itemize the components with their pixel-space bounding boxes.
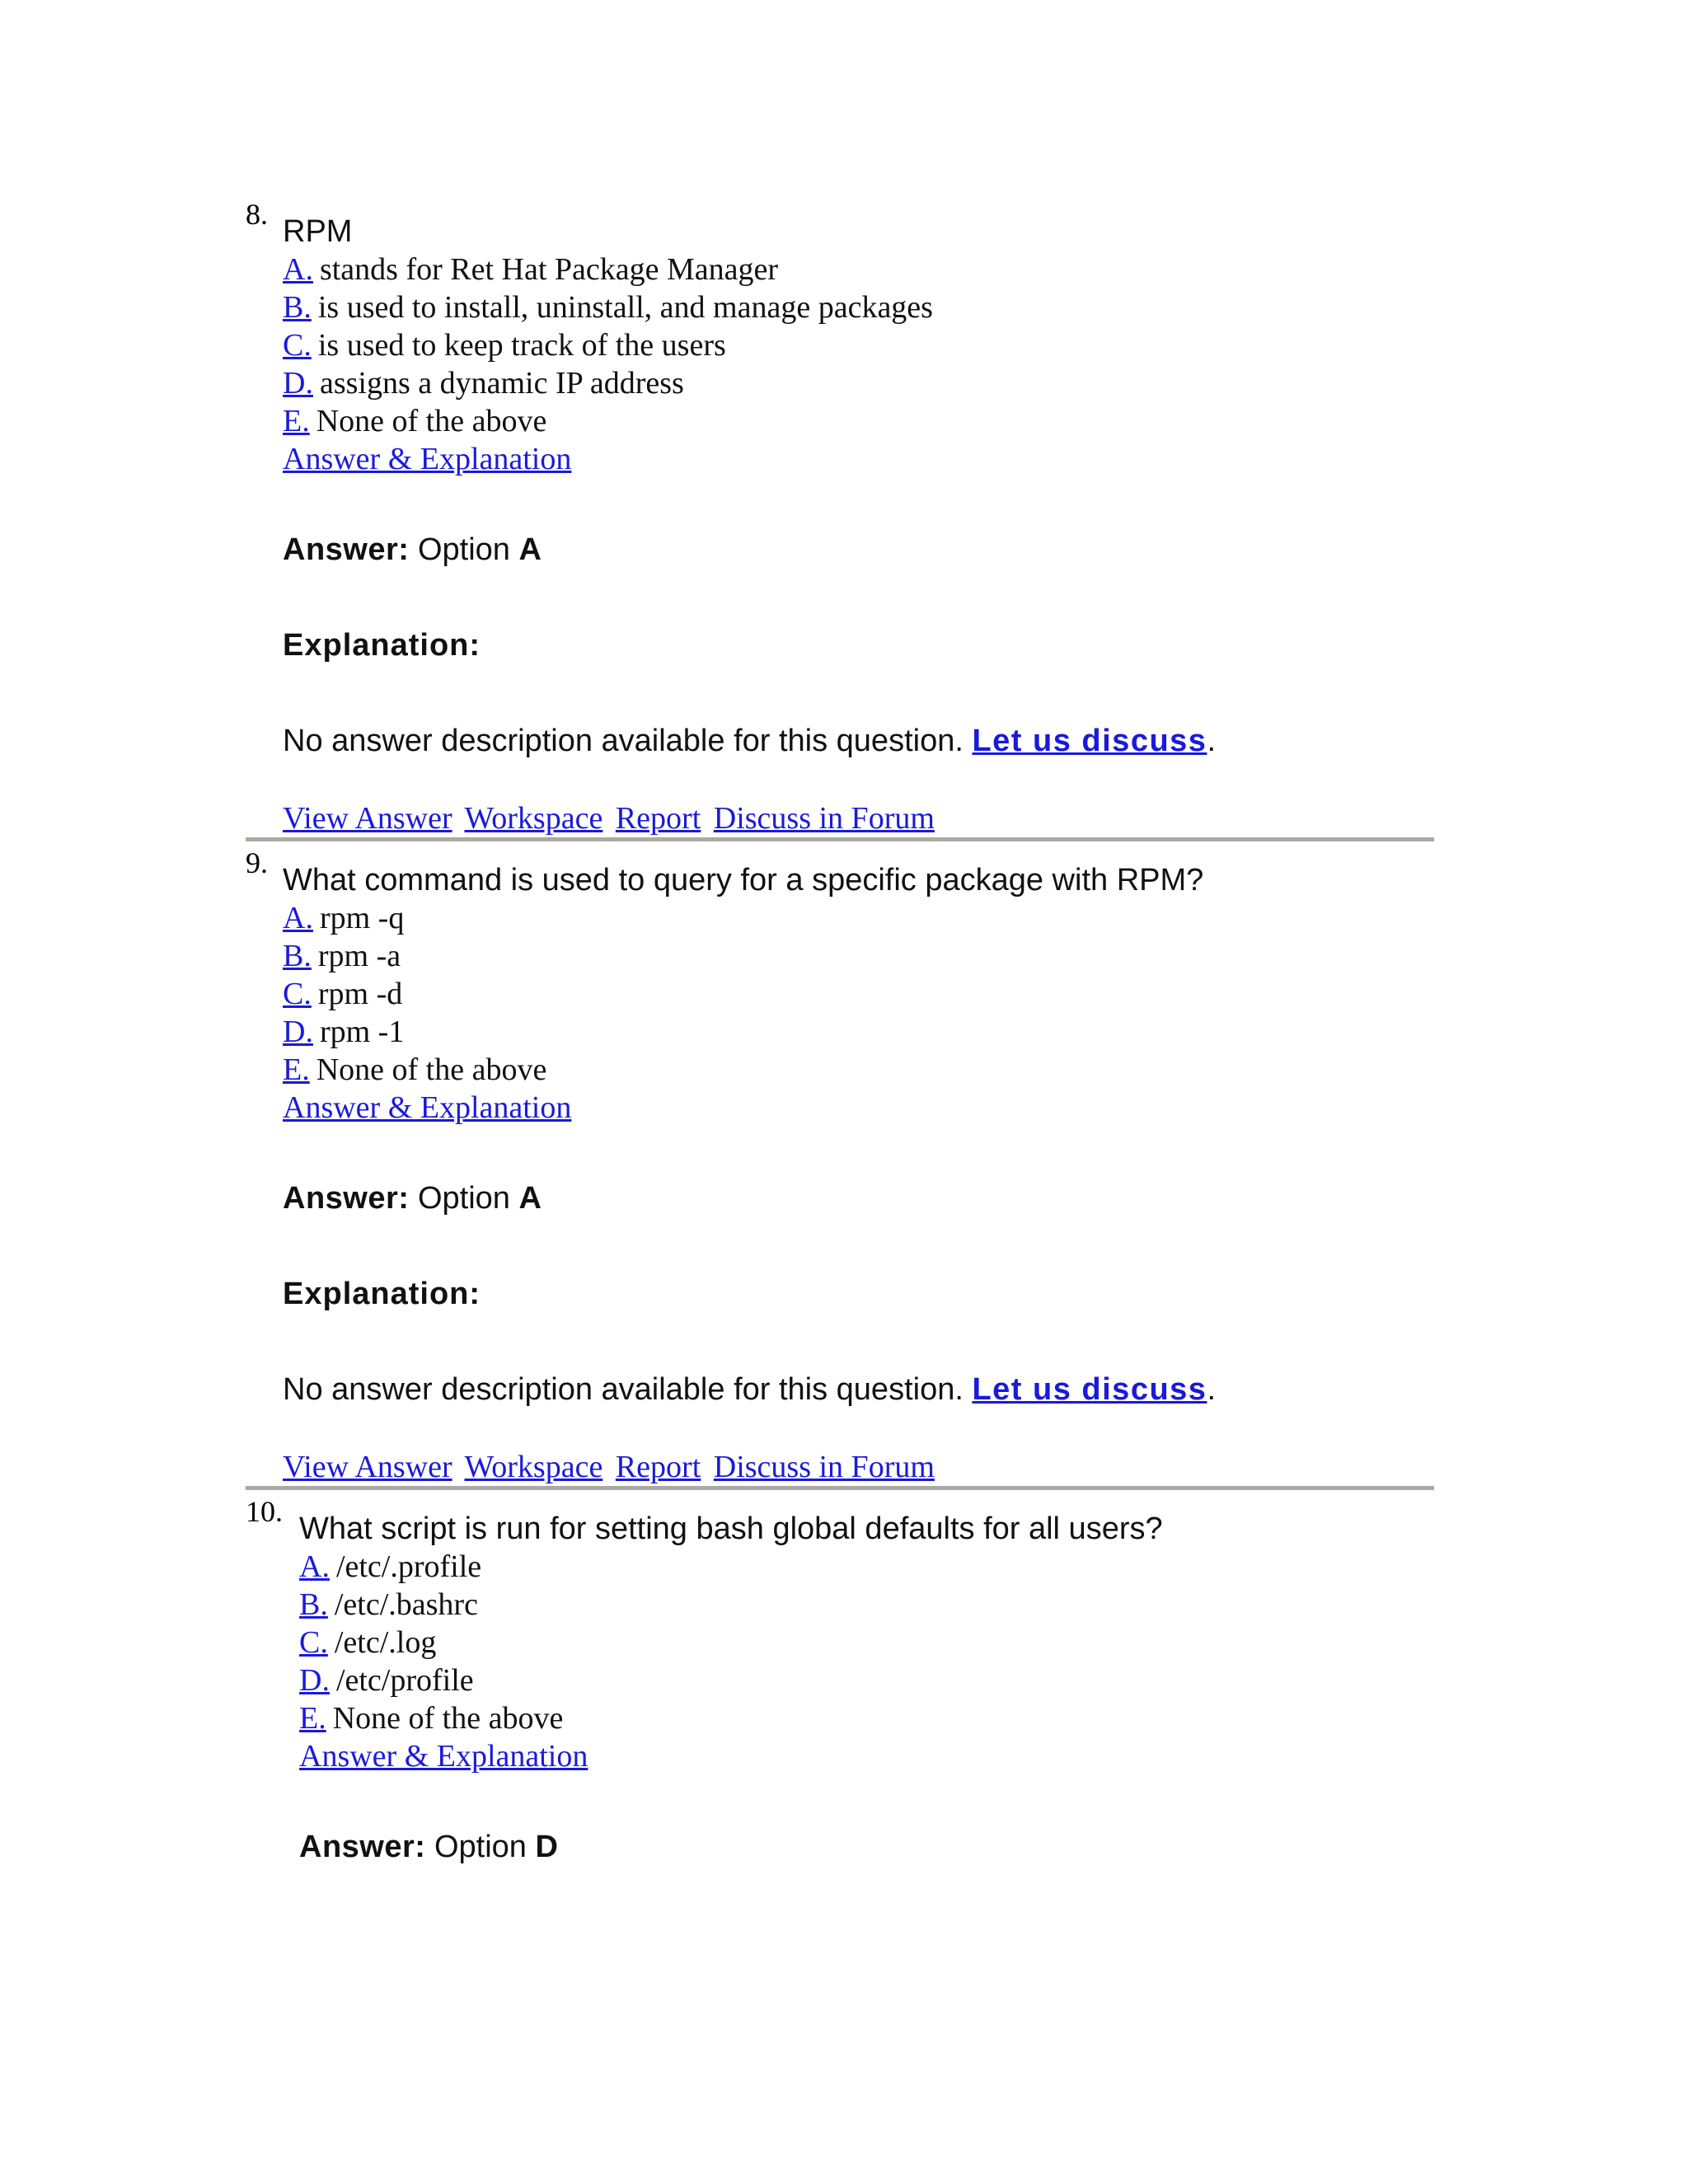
option-b-text: /etc/.bashrc [334, 1587, 478, 1622]
option-b [283, 937, 1434, 975]
option-d-text: /etc/profile [335, 1663, 474, 1698]
option-d [283, 1013, 1434, 1051]
discuss-in-forum-link[interactable]: Discuss in Forum [713, 801, 935, 836]
option-a-link[interactable]: A. [283, 252, 313, 287]
explanation-label: Explanation: [283, 1277, 481, 1311]
option-c [283, 975, 1434, 1013]
option-b-link[interactable]: B. [299, 1587, 328, 1622]
question-body [246, 198, 1434, 837]
workspace-link[interactable]: Workspace [464, 1450, 603, 1484]
question-number: 8. [246, 198, 268, 231]
option-b-text: rpm -a [317, 939, 401, 973]
view-answer-link[interactable]: View Answer [283, 801, 452, 836]
explanation-text [283, 722, 1434, 760]
option-c-link[interactable]: C. [283, 977, 312, 1011]
question-body [246, 846, 1434, 1486]
option-e [299, 1699, 1434, 1737]
explanation-end: . [1207, 1372, 1216, 1407]
option-a-text: stands for Ret Hat Package Manager [319, 252, 779, 287]
view-answer-link[interactable]: View Answer [283, 1450, 452, 1484]
option-e [283, 1051, 1434, 1089]
option-a-text: /etc/.profile [335, 1549, 482, 1584]
option-b-link[interactable]: B. [283, 290, 312, 325]
answer-line [299, 1828, 1434, 1866]
option-d-text: rpm -1 [319, 1015, 405, 1049]
option-b-text: is used to install, uninstall, and manage packages [317, 290, 933, 325]
answer-value: A [518, 532, 542, 567]
answer-explanation-link[interactable]: Answer & Explanation [283, 1090, 572, 1125]
quiz-page [246, 198, 1434, 1866]
report-link[interactable]: Report [615, 801, 701, 836]
explanation-body: No answer description available for this question. [283, 1372, 964, 1407]
option-c-text: /etc/.log [334, 1625, 437, 1660]
option-c [299, 1624, 1434, 1661]
answer-option-word: Option [417, 1181, 510, 1216]
option-a [283, 251, 1434, 288]
answer-line [283, 531, 1434, 569]
option-b [283, 288, 1434, 326]
question-10 [246, 1495, 1434, 1866]
option-e-text: None of the above [332, 1701, 564, 1736]
option-a-text: rpm -q [319, 901, 405, 935]
answer-label: Answer: [283, 532, 410, 567]
option-a [283, 899, 1434, 937]
question-text: What script is run for setting bash global defaults for all users? [299, 1511, 1163, 1546]
explanation-text [283, 1371, 1434, 1408]
divider [246, 1486, 1434, 1490]
explanation-body: No answer description available for this question. [283, 724, 964, 758]
let-us-discuss-link[interactable]: Let us discuss [972, 1372, 1207, 1407]
answer-option-word: Option [417, 532, 510, 567]
answer-explanation-link[interactable]: Answer & Explanation [283, 442, 572, 476]
divider [246, 837, 1434, 841]
option-d-link[interactable]: D. [283, 1015, 313, 1049]
option-d-text: assigns a dynamic IP address [319, 366, 684, 401]
question-body [246, 1495, 1434, 1866]
option-e-link[interactable]: E. [299, 1701, 326, 1736]
option-a [299, 1548, 1434, 1586]
answer-label: Answer: [283, 1181, 410, 1216]
option-b-link[interactable]: B. [283, 939, 312, 973]
option-d-link[interactable]: D. [299, 1663, 330, 1698]
option-c-text: rpm -d [317, 977, 403, 1011]
option-b [299, 1586, 1434, 1624]
answer-label: Answer: [299, 1830, 426, 1864]
question-8 [246, 198, 1434, 837]
let-us-discuss-link[interactable]: Let us discuss [972, 724, 1207, 758]
option-e-text: None of the above [316, 1052, 547, 1087]
option-c-link[interactable]: C. [299, 1625, 328, 1660]
answer-value: A [518, 1181, 542, 1216]
question-number: 10. [246, 1495, 283, 1528]
explanation-label: Explanation: [283, 628, 481, 663]
answer-option-word: Option [434, 1830, 527, 1864]
answer-value: D [535, 1830, 559, 1864]
option-e-link[interactable]: E. [283, 1052, 310, 1087]
option-c-link[interactable]: C. [283, 328, 312, 363]
question-number: 9. [246, 846, 268, 879]
option-d [283, 364, 1434, 402]
option-c-text: is used to keep track of the users [317, 328, 726, 363]
option-e-link[interactable]: E. [283, 404, 310, 438]
explanation-end: . [1207, 724, 1216, 758]
option-a-link[interactable]: A. [283, 901, 313, 935]
answer-explanation-link[interactable]: Answer & Explanation [299, 1739, 588, 1774]
question-9 [246, 846, 1434, 1486]
report-link[interactable]: Report [615, 1450, 701, 1484]
option-a-link[interactable]: A. [299, 1549, 330, 1584]
option-e [283, 402, 1434, 440]
option-d-link[interactable]: D. [283, 366, 313, 401]
question-text: RPM [283, 214, 353, 249]
answer-line [283, 1179, 1434, 1217]
workspace-link[interactable]: Workspace [464, 801, 603, 836]
option-d [299, 1661, 1434, 1699]
question-text: What command is used to query for a specific package with RPM? [283, 863, 1204, 898]
option-e-text: None of the above [316, 404, 547, 438]
question-footer-links [283, 799, 1434, 837]
option-c [283, 326, 1434, 364]
question-footer-links [283, 1448, 1434, 1486]
discuss-in-forum-link[interactable]: Discuss in Forum [713, 1450, 935, 1484]
